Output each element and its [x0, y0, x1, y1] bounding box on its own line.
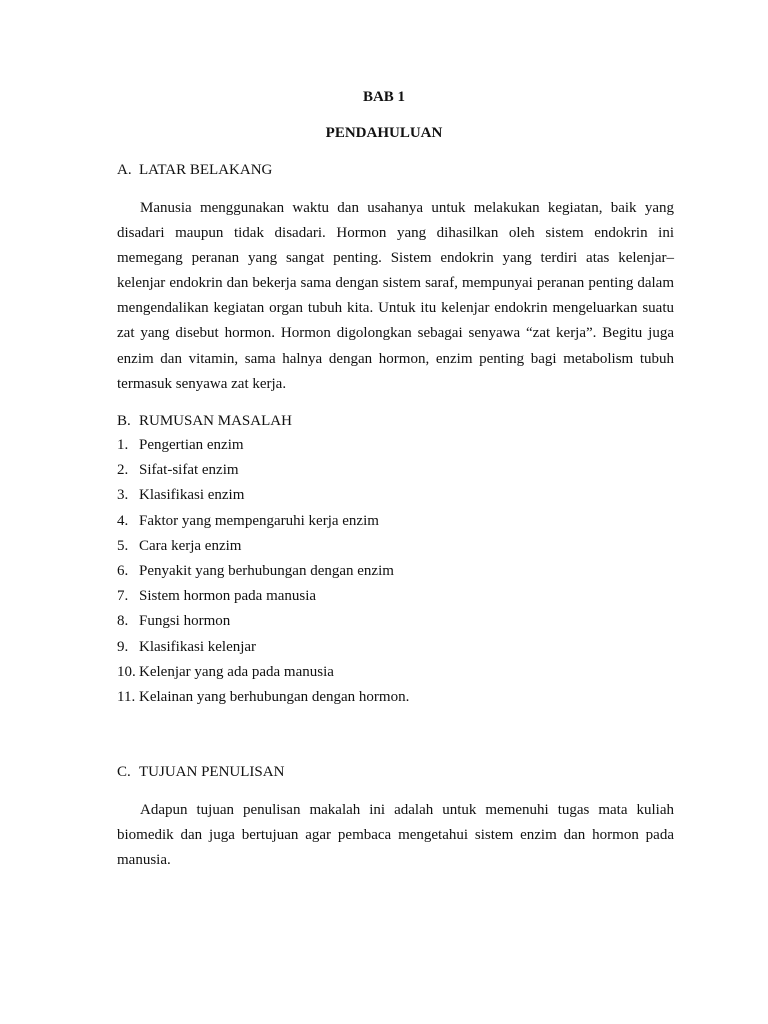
- list-number: 2.: [117, 462, 129, 479]
- list-text: Klasifikasi enzim: [139, 487, 245, 504]
- background-text: Manusia menggunakan waktu dan usahanya untuk melakukan kegiatan, baik yang disadari maupun tidak disadari. Hormon yang dihasilkan oleh sistem endokrin ini memegang peranan yang sangat penting. Sistem endokrin yang terdiri atas kelenjar– kelenjar endokrin dan bekerja sama dengan sistem saraf, mempunyai peranan penting dalam mengendalikan kegiatan organ tubuh kita. Untuk itu kelenjar endokrin mengeluarkan suatu zat yang disebut hormon. Hormon digolongkan sebagai senyawa “zat kerja”. Begitu juga enzim dan vitamin, sama halnya dengan hormon, enzim penting bagi metabolism tubuh termasuk senyawa zat kerja.: [117, 200, 674, 392]
- list-number: 1.: [117, 437, 129, 453]
- section-a-heading: [117, 162, 272, 179]
- list-number: 11.: [117, 688, 136, 705]
- list-text: Cara kerja enzim: [139, 537, 242, 554]
- list-item: [117, 660, 409, 685]
- list-number: 8.: [117, 613, 129, 630]
- list-number: 4.: [117, 512, 129, 529]
- section-c-heading: [117, 764, 284, 781]
- list-text: Kelenjar yang ada pada manusia: [139, 663, 334, 680]
- problem-list: [117, 433, 409, 710]
- list-text: Pengertian enzim: [139, 437, 244, 453]
- purpose-text: Adapun tujuan penulisan makalah ini adalah untuk memenuhi tugas mata kuliah biomedik dan juga bertujuan agar pembaca mengetahui sistem enzim dan hormon pada manusia.: [117, 802, 674, 869]
- list-text: Sifat-sifat enzim: [139, 462, 239, 479]
- section-b-marker: B.: [117, 413, 131, 429]
- list-number: 10.: [117, 663, 136, 680]
- list-item: [117, 483, 409, 508]
- list-item: [117, 635, 409, 660]
- list-item: [117, 433, 409, 458]
- list-item: [117, 534, 409, 559]
- list-item: [117, 458, 409, 483]
- list-item: [117, 584, 409, 609]
- list-item: [117, 685, 409, 710]
- list-text: Penyakit yang berhubungan dengan enzim: [139, 562, 394, 579]
- purpose-paragraph: [117, 798, 674, 873]
- list-number: 9.: [117, 638, 129, 655]
- list-item: [117, 509, 409, 534]
- list-item: [117, 559, 409, 584]
- section-c-title: TUJUAN PENULISAN: [139, 764, 285, 780]
- list-text: Faktor yang mempengaruhi kerja enzim: [139, 512, 379, 529]
- background-paragraph: [117, 196, 674, 397]
- list-number: 3.: [117, 487, 129, 504]
- section-a-marker: A.: [117, 162, 132, 178]
- list-text: Sistem hormon pada manusia: [139, 588, 317, 605]
- list-number: 7.: [117, 588, 129, 605]
- list-text: Kelainan yang berhubungan dengan hormon.: [139, 688, 410, 705]
- list-text: Klasifikasi kelenjar: [139, 638, 257, 655]
- list-item: [117, 609, 409, 634]
- list-number: 5.: [117, 537, 129, 554]
- section-a-title: LATAR BELAKANG: [139, 162, 273, 178]
- section-b-heading: [117, 413, 292, 430]
- section-b-title: RUMUSAN MASALAH: [139, 413, 292, 429]
- chapter-title: PENDAHULUAN: [325, 125, 443, 141]
- section-c-marker: C.: [117, 764, 131, 780]
- list-text: Fungsi hormon: [139, 613, 231, 630]
- chapter-label: BAB 1: [362, 89, 406, 105]
- list-number: 6.: [117, 562, 129, 579]
